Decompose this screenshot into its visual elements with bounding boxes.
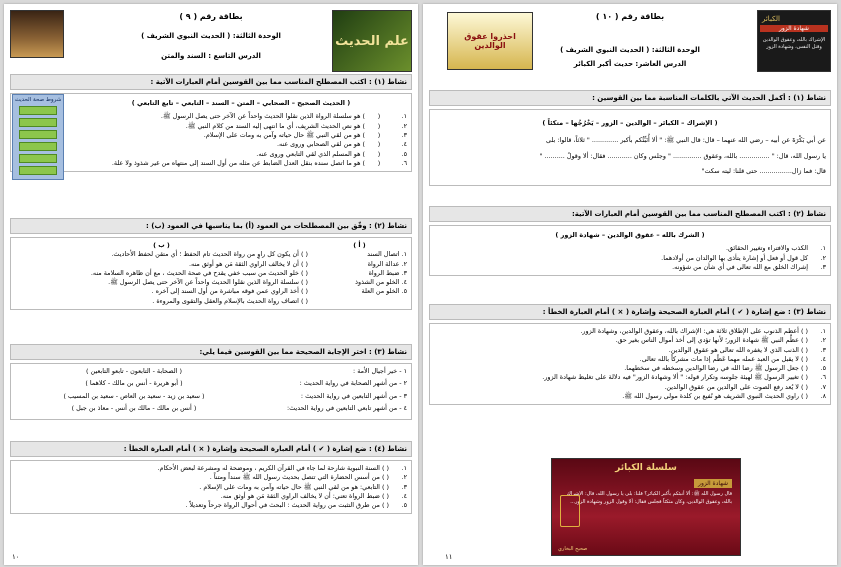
activity-title: نشاط (٣) : اختر الإجابة الصحيحة مما بين القوسين فيما يلي:	[10, 344, 412, 360]
question-text: ( ) جعل الرسول ﷺ رضا الله في رضا الوالدين وسخطه في سخطهما.	[624, 364, 808, 373]
question-row	[434, 392, 826, 401]
question-row	[15, 473, 407, 482]
question-text: ( ) السنة النبوية شارحة لما جاء في القرآن الكريم ، وموضحة له ومشرعة لبعض الأحكام.	[157, 464, 389, 472]
question-row	[15, 483, 407, 492]
activity-title: نشاط (١) : اكتب المصطلح المناسب مما بين القوسين أمام العبارات الآتية :	[10, 74, 412, 90]
question-number: ٢.	[401, 473, 407, 482]
activity-2	[429, 206, 831, 276]
question-text: ( ) التابعي: هو من لقي النبي ﷺ حال حياته وآمن به ومات على الإسلام .	[199, 482, 389, 491]
question-number: ٧.	[820, 382, 826, 391]
choice-question: ١ - خير أجيال الأمة :	[353, 367, 407, 375]
question-text: ( ) من طرق التثبت من رواية الحديث : البحث في أحوال الرواة جرحاً وتعديلاً .	[185, 501, 389, 510]
question-text: ( ) ضبط الرواة تعني: أن لا يخالف الراوي الثقة مَن هو أوثق منه.	[220, 491, 389, 500]
question-number: ٨.	[820, 391, 826, 400]
question-number: ٤.	[820, 354, 826, 363]
choice-row	[15, 404, 407, 413]
diagram-chip	[19, 106, 57, 115]
question-number: ١.	[401, 112, 407, 121]
lesson-title: الدرس التاسع : السند والمتن	[161, 52, 261, 60]
question-number: ٣.	[820, 262, 826, 271]
question-row	[15, 464, 407, 473]
column-a-header: ( أ )	[353, 241, 366, 249]
activity-title: نشاط (١) : أكمل الحديث الآتي بالكلمات المناسبة مما بين القوسين :	[429, 90, 831, 106]
question-row	[75, 140, 407, 149]
choice-options: ( أبو هريرة - أنس بن مالك - كلاهما )	[85, 379, 183, 388]
question-text: ) هو نص الحديث الشريف، أي ما انتهى إليه السند من كلام النبي ﷺ.	[185, 121, 365, 130]
choice-row	[15, 367, 407, 376]
question-text: ( ) أعظم الذنوب على الإطلاق ثلاثة هي: الإشراك بالله، وعقوق الوالدين، وشهادة الزور.	[580, 327, 808, 335]
activity-4	[10, 441, 412, 514]
answer-blank: (	[377, 112, 381, 121]
question-text: ( ) عظَّم النبي ﷺ شهادة الزور؛ لأنها تؤدي إلى أخذ أموال الناس بغير حق.	[615, 336, 808, 345]
page-card-10	[423, 4, 837, 565]
question-text: ) هو المسلم الذي لقي التابعي وروى عنه.	[256, 149, 365, 158]
question-text: ( ) لا يقبل من العبد عمله مهما عَظُم إذا مات مشركاً بالله تعالى.	[639, 354, 808, 363]
choice-options: ( سعيد بن زيد - سعيد بن العاص - سعيد بن المسيب )	[63, 391, 205, 400]
question-row	[434, 373, 826, 382]
question-number: ١.	[820, 327, 826, 335]
diagram-chip	[19, 142, 57, 151]
unit-title: الوحدة الثالثة: ( الحديث النبوي الشريف )	[141, 32, 281, 40]
question-row	[434, 346, 826, 355]
question-number: ١.	[820, 244, 826, 253]
question-row	[15, 492, 407, 501]
question-number: ٥.	[820, 364, 826, 373]
question-number: ٣.	[401, 130, 407, 139]
question-row	[75, 150, 407, 159]
column-b-item: ( ) أن لا يخالف الراوي الثقة مَن هو أوثق منه.	[189, 259, 308, 268]
question-row	[15, 501, 407, 510]
question-text: ( ) لا يُعد رفع الصوت على الوالدين من عقوق الوالدين.	[664, 382, 808, 391]
question-text: ) هو سلسلة الرواة الذين نقلوا الحديث واحداً عن الآخر حتى يصل الرسول ﷺ.	[160, 112, 365, 121]
column-a-item: ١. اتصال السند	[367, 250, 407, 259]
question-text: ( ) تغيير الرسول ﷺ لهيئة جلوسه وتكرار قوله: " ألا وشهادة الزور" فيه دلالة على تغليظ شهادة الزور.	[542, 373, 808, 382]
column-b-header: ( ب )	[153, 241, 170, 249]
answer-blank: (	[377, 158, 381, 167]
major-sins-series-image: سلسلة الكبائر شهادة الزور قال رسول الله ﷺ: ألا أنبئكم بأكبر الكبائر؟ قلنا: بلى يا رسول الله، قال: الإشراك بالله، وعقوق الوالدين، وكان متكئاً فجلس فقال: ألا وقول الزور وشهادة الزور... صحيح البخاري	[551, 458, 741, 556]
column-b-item: ( ) سلسلة الرواة الذين نقلوا الحديث واحداً عن الآخر حتى يصل الرسول ﷺ.	[108, 278, 308, 287]
answer-blank: (	[377, 130, 381, 139]
question-number: ٦.	[401, 158, 407, 167]
diagram-chip	[19, 118, 57, 127]
diagram-chip	[19, 154, 57, 163]
activity-3	[429, 304, 831, 405]
card-header	[10, 10, 412, 72]
answer-blank: (	[377, 140, 381, 149]
activity-1	[429, 90, 831, 186]
activity-title: نشاط (٢) : وفّق بين المصطلحات من العمود (أ) بما يناسبها في العمود (ب) :	[10, 218, 412, 234]
activity-3	[10, 344, 412, 420]
unit-title: الوحدة الثالثة: ( الحديث النبوي الشريف )	[560, 46, 700, 54]
column-b-item: ( ) أخذ الراوي عمن فوقه مباشرة من أول السند إلى آخره .	[151, 287, 308, 296]
choice-row	[15, 379, 407, 388]
choice-question: ٢ - من أشهر الصحابة في رواية الحديث :	[299, 379, 407, 388]
question-row	[75, 131, 407, 140]
activity-1	[10, 74, 412, 172]
choice-row	[15, 392, 407, 401]
choice-question: ٣ - من أشهر التابعين في رواية الحديث :	[300, 391, 407, 400]
hadith-line: يا رسول الله، قال: " ............... بالله، وعقوق .............. " وجلس وكان ............ فقال: ألا وقولُ .......... "	[539, 151, 826, 160]
question-text: الكذب والافتراء وتغيير الحقائق.	[725, 244, 808, 253]
question-row	[75, 159, 407, 168]
question-number: ٢.	[401, 121, 407, 130]
question-number: ٤.	[401, 491, 407, 500]
question-row	[434, 254, 826, 263]
question-row	[434, 244, 826, 253]
question-row	[434, 263, 826, 272]
question-row	[434, 355, 826, 364]
question-text: ) هو من لقي النبي ﷺ حال حياته وآمن به ومات على الإسلام.	[203, 130, 365, 139]
options-line: ( الحديث الصحيح – الصحابي – المتن – السند – التابعي – تابع التابعي )	[131, 99, 351, 107]
question-number: ٣.	[820, 345, 826, 354]
question-text: ( ) من أسس الحضارة التي تتصل بحديث رسول الله ﷺ سنداً ومتناً .	[209, 473, 389, 482]
major-sins-image: الكبائر شهادة الزور الإشراك بالله، وعقوق الوالدين وقتل النفس، وشهادة الزور	[757, 10, 831, 72]
answer-blank: (	[377, 121, 381, 130]
question-number: ٥.	[401, 149, 407, 158]
options-line: ( الإشراك – الكبائر – الوالدين – الزور – يَخْرُجُها – متكئاً )	[542, 119, 718, 127]
column-a-item: ٣. ضبط الرواة	[368, 268, 407, 277]
hadith-science-image: علم الحديث	[332, 10, 412, 72]
question-number: ٢.	[820, 253, 826, 262]
question-number: ٣.	[401, 482, 407, 491]
conditions-diagram	[12, 94, 64, 180]
diagram-title: شروط صحة الحديث	[14, 97, 62, 103]
question-text: ( ) الذنب الذي لا يغفره الله تعالى هو عقوق الوالدين.	[668, 345, 808, 354]
answer-blank: (	[377, 149, 381, 158]
column-a-item: ٢. عدالة الرواة	[367, 259, 407, 268]
question-row	[434, 336, 826, 345]
question-number: ٢.	[820, 336, 826, 345]
choice-options: ( الصحابة - التابعون - تابعو التابعين )	[86, 367, 182, 375]
card-title: بطاقة رقم ( ١٠ )	[595, 12, 665, 21]
column-b-item: ( ) أن يكون كل راوٍ من رواة الحديث تام الحفظ ؛ أي متقن لحفظ الأحاديث.	[111, 250, 308, 259]
page-number: ١١	[445, 553, 453, 561]
question-row	[75, 122, 407, 131]
page-number: ١٠	[12, 553, 20, 561]
page-card-9	[4, 4, 418, 565]
hadith-line: عن أبي بَكْرَةَ عن أبيه – رضي الله عنهما – قال: قال النبي ﷺ: " ألا أُنَبِّئُكم بأكبر ............. " ثلاثاً، قالوا: بلى	[546, 136, 826, 145]
column-a-item: ٥. الخلو من العلة	[361, 287, 407, 296]
diagram-chip	[19, 166, 57, 175]
question-text: ) هو ما اتصل سنده بنقل العدل الضابط عن مثله من أول السند إلى منتهاه من غير شذوذ ولا علة.	[111, 158, 365, 167]
hadith-line: قال: فما زال................ حتى قلنا: ليته سكت"	[701, 166, 826, 175]
question-number: ٥.	[401, 501, 407, 510]
question-number: ٦.	[820, 373, 826, 382]
question-text: ( ) راوي الحديث النبوي الشريف هو نُفيع بن كلدة مولى رسول الله ﷺ.	[622, 391, 808, 400]
card-header	[429, 10, 831, 72]
activity-2	[10, 218, 412, 310]
choice-question: ٤ - من أشهر تابعي التابعين في رواية الحديث:	[287, 403, 407, 412]
activity-title: نشاط (٢) : اكتب المصطلح المناسب مما بين القوسين أمام العبارات الآتية:	[429, 206, 831, 222]
column-a-item: ٤. الخلو من الشذوذ	[355, 278, 407, 287]
activity-title: نشاط (٤) : ضع إشارة ( ✔ ) أمام العبارة الصحيحة وإشارة ( × ) أمام العبارة الخطأ :	[10, 441, 412, 457]
question-number: ١.	[401, 464, 407, 472]
choice-options: ( أنس بن مالك - مالك بن أنس - معاذ بن جبل )	[71, 403, 197, 412]
options-line: ( الشرك بالله – عقوق الوالدين – شهادة الزور )	[555, 231, 705, 239]
card-title: بطاقة رقم ( ٩ )	[179, 12, 243, 21]
question-text: ) هو من لقي الصحابي وروى عنه.	[276, 140, 365, 149]
lesson-title: الدرس العاشر: حديث أكبر الكبائر	[573, 60, 687, 68]
parents-warning-image: احذروا عقوق الوالدين	[447, 12, 533, 70]
column-b-item: ( ) اتصاف رواة الحديث بالإسلام والعقل والتقوى والمروءة .	[152, 296, 308, 305]
scales-icon	[560, 495, 580, 527]
column-b-item: ( ) خلو الحديث من سبب خفي يقدح في صحة الحديث ، مع أن ظاهره السلامة منه.	[90, 268, 308, 277]
question-row	[434, 364, 826, 373]
question-row	[75, 112, 407, 121]
question-row	[434, 327, 826, 336]
question-row	[434, 383, 826, 392]
question-text: إشراك الخلق مع الله تعالى في أي شأن من شؤونه.	[672, 262, 808, 271]
activity-title: نشاط (٣) : ضع إشارة ( ✔ ) أمام العبارة الصحيحة وإشارة ( × ) أمام العبارة الخطأ :	[429, 304, 831, 320]
question-text: كل قول أو فعل أو إشارة يتأذى بها الوالدان من أولادهما.	[661, 253, 808, 262]
question-number: ٤.	[401, 140, 407, 149]
diagram-chip	[19, 130, 57, 139]
